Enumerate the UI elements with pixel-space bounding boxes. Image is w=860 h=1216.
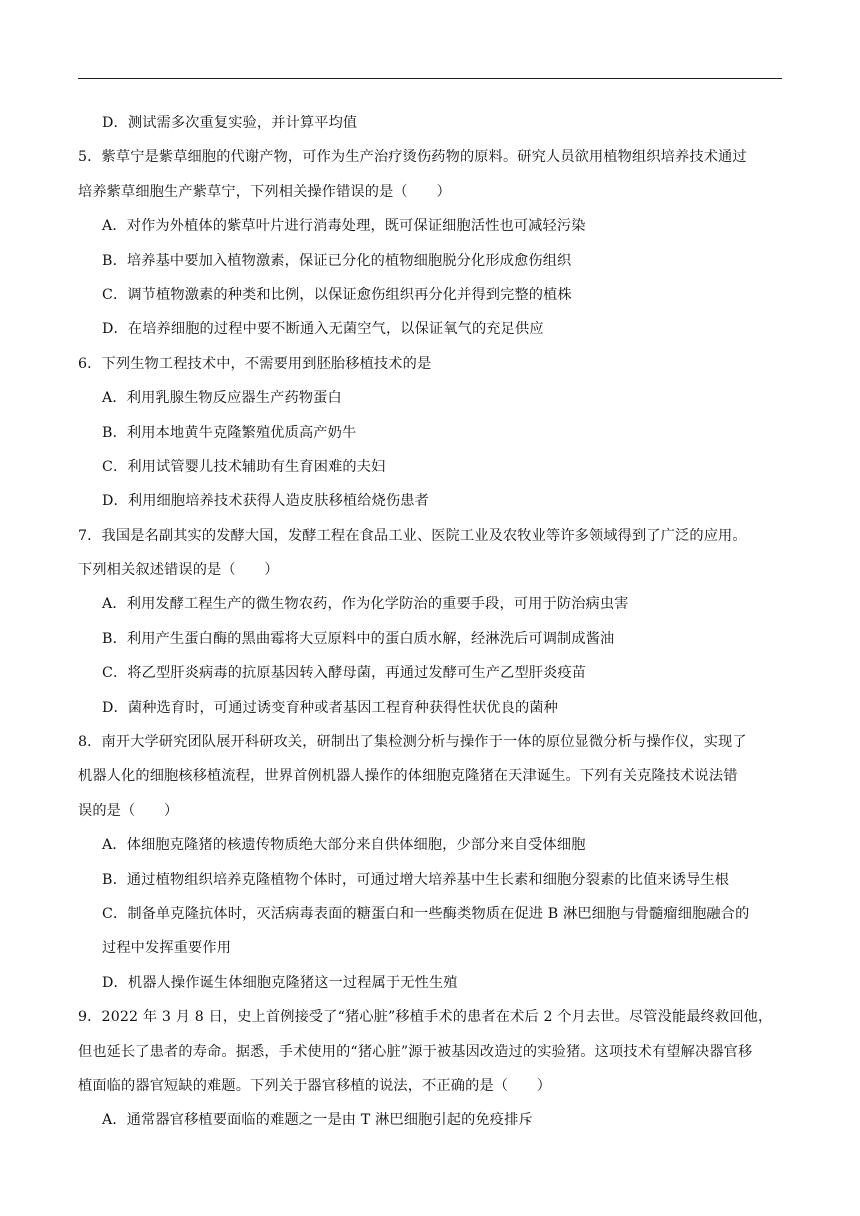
q6-option-c: C．利用试管婴儿技术辅助有生育困难的夫妇 — [102, 458, 386, 475]
q7-option-c: C．将乙型肝炎病毒的抗原基因转入酵母菌，再通过发酵可生产乙型肝炎疫苗 — [102, 665, 587, 682]
question-8-stem-cont-1: 机器人化的细胞核移植流程，世界首例机器人操作的体细胞克隆猪在天津诞生。下列有关克隆技术说法错 — [78, 768, 738, 785]
q8-option-a: A．体细胞克隆猪的核遗传物质绝大部分来自供体细胞，少部分来自受体细胞 — [102, 837, 586, 854]
question-7-stem-cont: 下列相关叙述错误的是（ ） — [78, 562, 279, 579]
q9-option-a: A．通常器官移植要面临的难题之一是由 T 淋巴细胞引起的免疫排斥 — [102, 1112, 533, 1129]
q8-option-d: D．机器人操作诞生体细胞克隆猪这一过程属于无性生殖 — [102, 974, 458, 991]
q7-option-b: B．利用产生蛋白酶的黑曲霉将大豆原料中的蛋白质水解，经淋洗后可调制成酱油 — [102, 630, 615, 647]
header-rule — [78, 78, 782, 79]
q6-option-d: D．利用细胞培养技术获得人造皮肤移植给烧伤患者 — [102, 493, 429, 510]
q5-option-b: B．培养基中要加入植物激素，保证已分化的植物细胞脱分化形成愈伤组织 — [102, 252, 572, 269]
q4-option-d: D．测试需多次重复实验，并计算平均值 — [102, 115, 358, 131]
q7-option-a: A．利用发酵工程生产的微生物农药，作为化学防治的重要手段，可用于防治病虫害 — [102, 596, 629, 613]
q5-option-a: A．对作为外植体的紫草叶片进行消毒处理，既可保证细胞活性也可减轻污染 — [102, 218, 586, 235]
q6-option-b: B．利用本地黄牛克隆繁殖优质高产奶牛 — [102, 424, 357, 441]
q7-option-d: D．菌种选育时，可通过诱变育种或者基因工程育种获得性状优良的菌种 — [102, 699, 558, 716]
q5-option-d: D．在培养细胞的过程中要不断通入无菌空气，以保证氧气的充足供应 — [102, 321, 544, 338]
question-5-stem: 5．紫草宁是紫草细胞的代谢产物，可作为生产治疗烫伤药物的原料。研究人员欲用植物组织培养技术通过 — [78, 149, 747, 166]
q5-option-c: C．调节植物激素的种类和比例，以保证愈伤组织再分化并得到完整的植株 — [102, 286, 572, 303]
question-8-stem-cont-2: 误的是（ ） — [78, 802, 179, 819]
question-9-stem-cont-1: 但也延长了患者的寿命。据悉，手术使用的“猪心脏”源于被基因改造过的实验猪。这项技术有望解决器官移 — [78, 1043, 753, 1060]
q8-option-c: C．制备单克隆抗体时，灭活病毒表面的糖蛋白和一些酶类物质在促进 B 淋巴细胞与骨髓瘤细胞融合的 — [102, 905, 750, 922]
question-6-stem: 6．下列生物工程技术中，不需要用到胚胎移植技术的是 — [78, 355, 432, 372]
q6-option-a: A．利用乳腺生物反应器生产药物蛋白 — [102, 390, 342, 407]
document-body — [78, 106, 784, 1138]
question-9-stem: 9．2022 年 3 月 8 日，史上首例接受了“猪心脏”移植手术的患者在术后 2 个月去世。尽管没能最终救回他， — [78, 1009, 773, 1026]
question-5-stem-cont: 培养紫草细胞生产紫草宁，下列相关操作错误的是（ ） — [78, 183, 451, 200]
question-9-stem-cont-2: 植面临的器官短缺的难题。下列关于器官移植的说法，不正确的是（ ） — [78, 1077, 552, 1094]
q8-option-c-cont: 过程中发挥重要作用 — [102, 940, 232, 957]
q8-option-b: B．通过植物组织培养克隆植物个体时，可通过增大培养基中生长素和细胞分裂素的比值来诱导生根 — [102, 871, 730, 888]
question-8-stem: 8．南开大学研究团队展开科研攻关，研制出了集检测分析与操作于一体的原位显微分析与操作仪，实现了 — [78, 734, 747, 751]
question-7-stem: 7．我国是名副其实的发酵大国，发酵工程在食品工业、医院工业及农牧业等许多领域得到了广泛的应用。 — [78, 527, 747, 544]
